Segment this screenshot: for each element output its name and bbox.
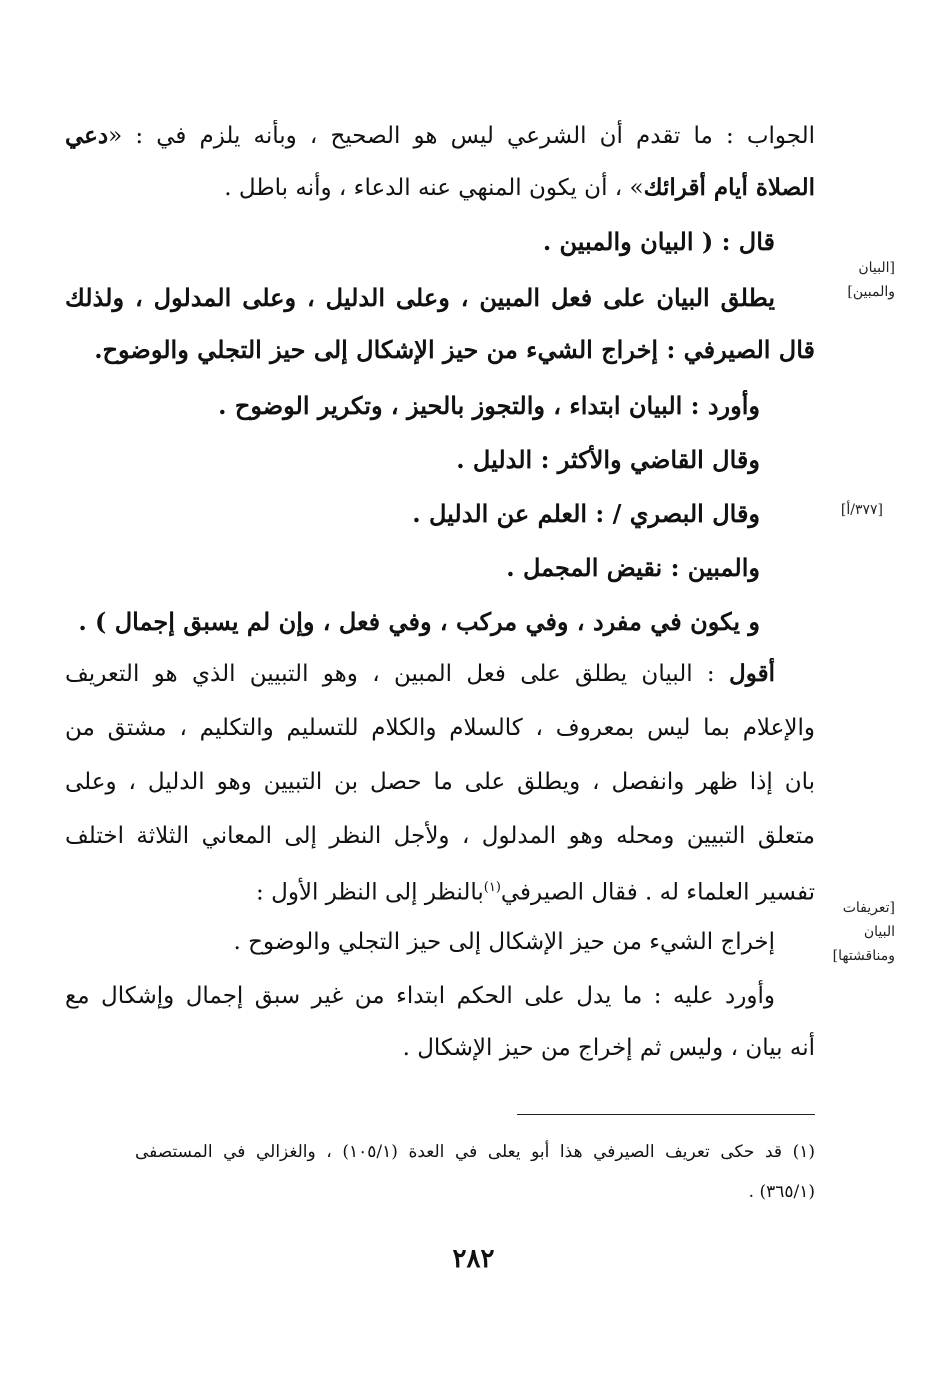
footnote-marker: (١): [483, 880, 501, 895]
text-line-11: [65, 658, 815, 690]
text-segment: » ، أن يكون المنهي عنه الدعاء ، وأنه باطل .: [224, 175, 644, 201]
text-segment: والإعلام بما ليس بمعروف ، كالسلام والكلام للتسليم والتكليم ، مشتق من: [65, 715, 815, 741]
text-line-1: [65, 120, 815, 152]
text-segment: أنه بيان ، وليس ثم إخراج من حيز الإشكال .: [402, 1035, 815, 1061]
text-segment: متعلق التبيين ومحله وهو المدلول ، ولأجل النظر إلى المعاني الثلاثة اختلف: [65, 823, 815, 849]
text-line-10: [65, 606, 815, 638]
footnote-line-1: [135, 1138, 815, 1166]
margin-note-taarifat: [833, 896, 895, 968]
text-segment: قال : ( البيان والمبين .: [542, 227, 775, 256]
text-line-6: [65, 390, 815, 422]
margin-note-line: والمبين]: [847, 284, 895, 300]
margin-note-line: البيان: [863, 924, 895, 940]
margin-note-bayan: [847, 256, 895, 304]
text-line-17: [65, 980, 815, 1012]
text-segment: الجواب : ما تقدم أن الشرعي ليس هو الصحيح ، وبأنه يلزم في : «: [108, 123, 815, 149]
text-segment: وأورد : البيان ابتداء ، والتجوز بالحيز ، وتكرير الوضوح .: [218, 391, 760, 420]
text-line-14: [65, 820, 815, 852]
text-segment: وقال القاضي والأكثر : الدليل .: [456, 445, 760, 474]
text-segment: والمبين : نقيض المجمل .: [506, 553, 760, 582]
text-segment: تفسير العلماء له . فقال الصيرفي: [500, 879, 815, 906]
text-segment: بالنظر إلى النظر الأول :: [256, 879, 484, 906]
text-segment: قال الصيرفي : إخراج الشيء من حيز الإشكال إلى حيز التجلي والوضوح.: [94, 335, 815, 364]
text-line-8: [65, 498, 815, 530]
text-line-5: [65, 334, 815, 366]
footnote-separator: [517, 1114, 815, 1115]
bold-term: أقول: [729, 660, 775, 687]
text-line-12: [65, 712, 815, 744]
text-line-4: [65, 282, 815, 314]
text-line-3: [65, 226, 815, 258]
text-segment: وأورد عليه : ما يدل على الحكم ابتداء من غير سبق إجمال وإشكال مع: [65, 983, 775, 1009]
text-line-18: [65, 1032, 815, 1064]
margin-note-line: [تعريفات: [842, 900, 895, 916]
text-segment: : البيان يطلق على فعل المبين ، وهو التبيين الذي هو التعريف: [65, 661, 730, 687]
text-segment: إخراج الشيء من حيز الإشكال إلى حيز التجلي والوضوح .: [233, 929, 775, 955]
text-line-15: [65, 872, 815, 909]
text-segment: يطلق البيان على فعل المبين ، وعلى الدليل ، وعلى المدلول ، ولذلك: [65, 283, 775, 312]
footnote-text: (٣٦٥/١) .: [748, 1182, 815, 1202]
text-line-7: [65, 444, 815, 476]
text-line-9: [65, 552, 815, 584]
text-line-16: [65, 926, 815, 958]
folio-reference: [٣٧٧/أ]: [840, 502, 883, 518]
text-line-2: [65, 172, 815, 204]
bold-term: الصلاة أيام أقرائك: [643, 174, 815, 201]
margin-note-line: ومناقشتها]: [832, 948, 895, 964]
margin-note-line: [البيان: [858, 260, 895, 276]
text-segment: و يكون في مفرد ، وفي مركب ، وفي فعل ، وإن لم يسبق إجمال ) .: [78, 607, 760, 636]
page-number: ٢٨٢: [452, 1244, 495, 1274]
text-segment: بان إذا ظهر وانفصل ، ويطلق على ما حصل بن التبيين وهو الدليل ، وعلى: [65, 769, 815, 795]
footnote-line-2: [135, 1178, 815, 1206]
text-segment: وقال البصري / : العلم عن الدليل .: [412, 499, 760, 528]
margin-note-folio: [841, 498, 883, 522]
text-line-13: [65, 766, 815, 798]
footnote-text: (١) قد حكى تعريف الصيرفي هذا أبو يعلى في العدة (١٠٥/١) ، والغزالي في المستصفى: [135, 1142, 815, 1162]
bold-term: دعي: [65, 122, 109, 149]
